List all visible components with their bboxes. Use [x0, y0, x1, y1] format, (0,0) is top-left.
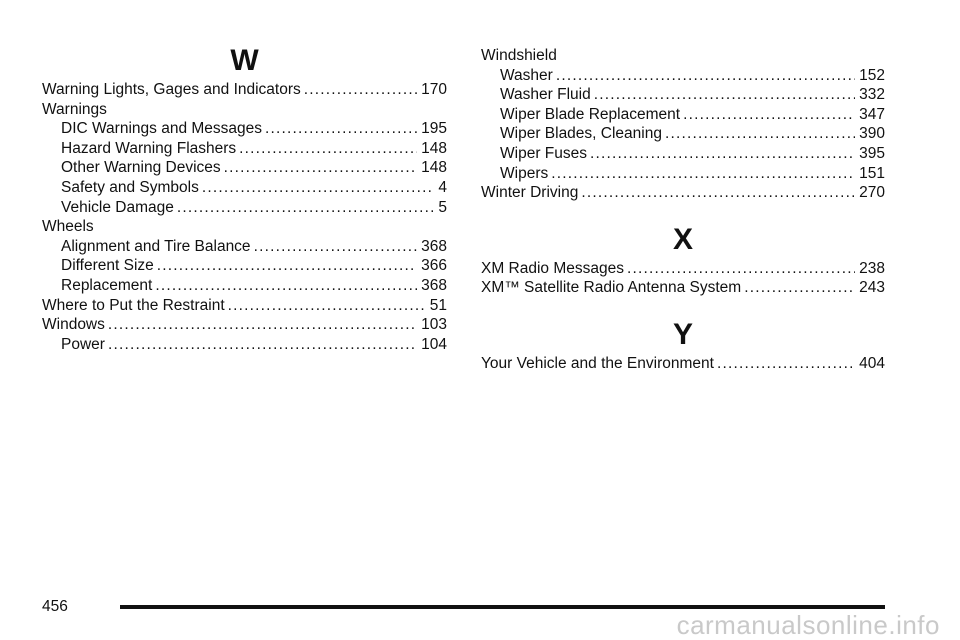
entry-page-number: 270 — [859, 184, 885, 202]
entry-label: Safety and Symbols — [61, 178, 199, 196]
entry-page-number: 103 — [421, 316, 447, 334]
index-entry — [42, 80, 447, 100]
entry-label: Wiper Blade Replacement — [500, 105, 681, 123]
entry-label: Wiper Blades, Cleaning — [500, 125, 662, 143]
index-entry — [42, 335, 447, 355]
index-entry — [481, 278, 885, 298]
entry-label: Wipers — [500, 164, 549, 182]
dot-leader — [254, 237, 418, 257]
section-letter: Y — [672, 317, 693, 351]
dot-leader — [590, 144, 855, 164]
watermark: carmanualsonline.info — [676, 610, 940, 640]
dot-leader — [155, 276, 417, 296]
dot-leader — [239, 139, 417, 159]
index-entry — [481, 354, 885, 374]
dot-leader — [556, 66, 855, 86]
entry-page-number: 4 — [438, 178, 447, 196]
dot-leader — [744, 278, 855, 298]
entry-label: Washer — [500, 66, 553, 84]
index-entry — [481, 105, 885, 125]
entry-label: Alignment and Tire Balance — [61, 237, 251, 255]
entry-label: Washer Fluid — [500, 86, 591, 104]
dot-leader — [157, 256, 417, 276]
index-heading: Windshield — [481, 47, 557, 64]
index-entry — [481, 183, 885, 203]
index-entry — [42, 119, 447, 139]
entry-page-number: 347 — [859, 105, 885, 123]
dot-leader — [594, 85, 855, 105]
dot-leader — [683, 105, 855, 125]
entry-label: Power — [61, 335, 105, 353]
index-entry — [42, 237, 447, 257]
index-heading: Warnings — [42, 100, 107, 118]
index-entry — [42, 276, 447, 296]
index-entries-left — [42, 80, 447, 354]
dot-leader — [551, 164, 855, 184]
index-heading: Wheels — [42, 218, 94, 236]
entry-page-number: 104 — [421, 335, 447, 353]
entry-label: XM™ Satellite Radio Antenna System — [481, 279, 742, 297]
entry-page-number: 151 — [859, 164, 885, 182]
dot-leader — [202, 178, 435, 198]
dot-leader — [665, 124, 855, 144]
index-column-right — [481, 46, 885, 374]
entry-page-number: 148 — [421, 139, 447, 157]
footer-rule — [120, 605, 885, 609]
entry-page-number: 368 — [421, 276, 447, 294]
index-entry — [481, 164, 885, 184]
entry-page-number: 243 — [859, 279, 885, 297]
index-entry — [42, 139, 447, 159]
dot-leader — [265, 119, 417, 139]
section-spacer — [481, 298, 885, 316]
index-entry — [42, 178, 447, 198]
index-entry — [42, 256, 447, 276]
entry-page-number: 148 — [421, 159, 447, 177]
page-number: 456 — [42, 598, 68, 615]
entry-page-number: 195 — [421, 120, 447, 138]
entry-label: Hazard Warning Flashers — [61, 139, 237, 157]
entry-label: Warning Lights, Gages and Indicators — [42, 81, 301, 98]
section-spacer — [481, 203, 885, 221]
index-entries-right — [481, 46, 885, 374]
index-entry — [42, 296, 447, 316]
entry-label: Replacement — [61, 276, 153, 294]
entry-label: XM Radio Messages — [481, 259, 625, 277]
dot-leader — [177, 198, 435, 218]
entry-label: Where to Put the Restraint — [42, 296, 225, 314]
section-letter: X — [672, 222, 693, 256]
index-entry — [42, 315, 447, 335]
index-entry — [481, 259, 885, 279]
entry-page-number: 332 — [859, 86, 885, 104]
dot-leader — [224, 158, 417, 178]
entry-label: Other Warning Devices — [61, 159, 221, 177]
dot-leader — [108, 335, 417, 355]
entry-label: Your Vehicle and the Environment — [481, 354, 714, 372]
entry-page-number: 366 — [421, 257, 447, 275]
index-entry — [481, 144, 885, 164]
entry-label: Windows — [42, 316, 105, 334]
entry-page-number: 152 — [859, 66, 885, 84]
index-entry — [481, 85, 885, 105]
dot-leader — [228, 296, 426, 316]
entry-label: DIC Warnings and Messages — [61, 120, 263, 138]
index-entry — [42, 198, 447, 218]
index-column-left — [42, 42, 447, 354]
entry-page-number: 170 — [421, 81, 447, 98]
entry-page-number: 404 — [859, 354, 885, 372]
dot-leader — [627, 259, 855, 279]
entry-page-number: 395 — [859, 144, 885, 162]
entry-label: Winter Driving — [481, 184, 579, 202]
entry-page-number: 390 — [859, 125, 885, 143]
entry-label: Different Size — [61, 257, 154, 275]
index-entry — [481, 66, 885, 86]
dot-leader — [108, 315, 417, 335]
entry-page-number: 368 — [421, 237, 447, 255]
entry-page-number: 238 — [859, 259, 885, 277]
dot-leader — [304, 80, 417, 100]
dot-leader — [581, 183, 855, 203]
section-letter-w: W — [230, 44, 259, 77]
dot-leader — [717, 354, 855, 374]
entry-label: Vehicle Damage — [61, 198, 174, 216]
entry-page-number: 5 — [438, 198, 447, 216]
index-entry — [42, 158, 447, 178]
entry-page-number: 51 — [429, 296, 447, 314]
entry-label: Wiper Fuses — [500, 144, 587, 162]
index-entry — [481, 124, 885, 144]
